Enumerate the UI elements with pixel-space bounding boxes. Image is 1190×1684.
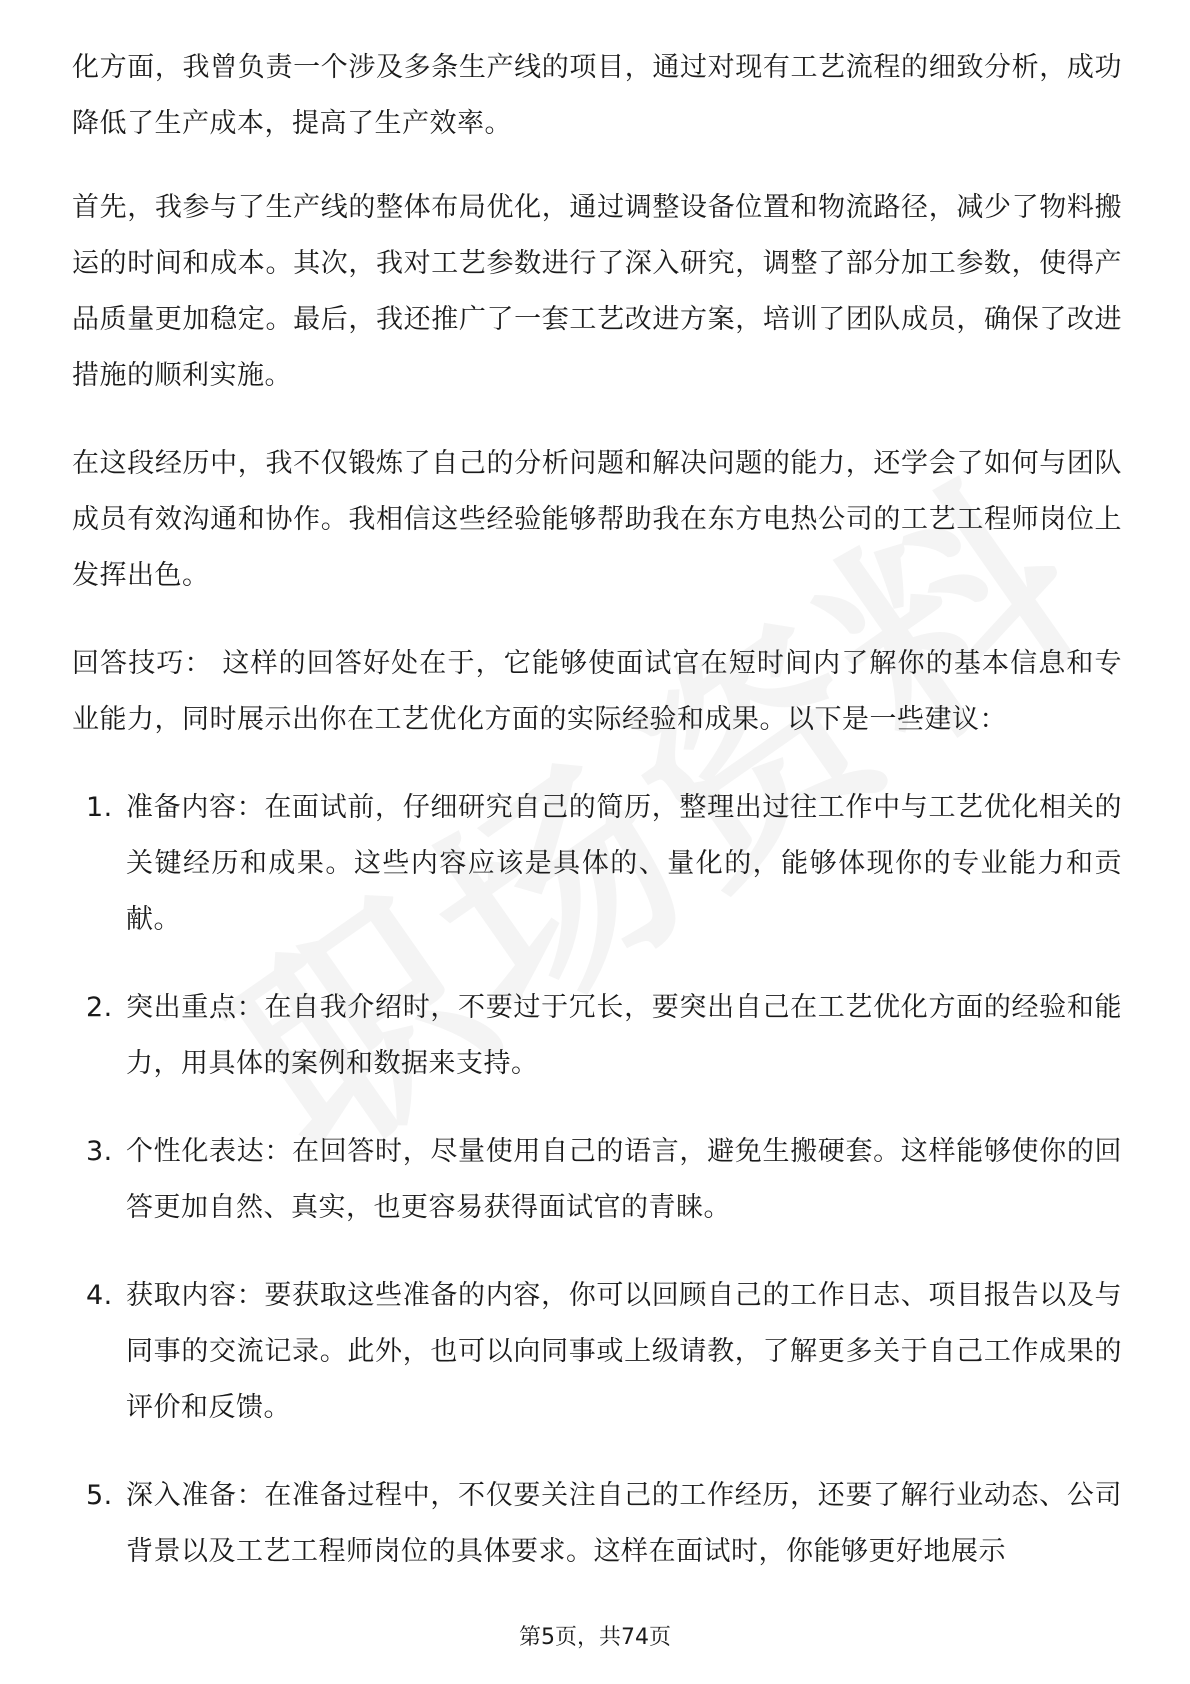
list-item-text: 准备内容：在面试前，仔细研究自己的简历，整理出过往工作中与工艺优化相关的关键经历和成果。这些内容应该是具体的、量化的，能够体现你的专业能力和贡献。 (126, 792, 1122, 935)
list-item (72, 980, 1122, 1092)
list-item (72, 780, 1122, 948)
paragraph-answer-tips-intro: 回答技巧： 这样的回答好处在于，它能够使面试官在短时间内了解你的基本信息和专业能力，同时展示出你在工艺优化方面的实际经验和成果。以下是一些建议： (72, 648, 1122, 735)
list-item (72, 1124, 1122, 1236)
paragraph-project-details: 首先，我参与了生产线的整体布局优化，通过调整设备位置和物流路径，减少了物料搬运的时间和成本。其次，我对工艺参数进行了深入研究，调整了部分加工参数，使得产品质量更加稳定。最后，我还推广了一套工艺改进方案，培训了团队成员，确保了改进措施的顺利实施。 (72, 192, 1122, 391)
list-item-text: 深入准备：在准备过程中，不仅要关注自己的工作经历，还要了解行业动态、公司背景以及工艺工程师岗位的具体要求。这样在面试时，你能够更好地展示 (126, 1480, 1122, 1567)
list-item-number: 5. (86, 1480, 113, 1511)
paragraph-project-summary: 化方面，我曾负责一个涉及多条生产线的项目，通过对现有工艺流程的细致分析，成功降低了生产成本，提高了生产效率。 (72, 52, 1122, 139)
list-item (72, 1468, 1122, 1580)
list-item-text: 个性化表达：在回答时，尽量使用自己的语言，避免生搬硬套。这样能够使你的回答更加自然、真实，也更容易获得面试官的青睐。 (126, 1136, 1122, 1223)
page-number-footer: 第5页，共74页 (519, 1625, 671, 1650)
list-item-number: 4. (86, 1280, 113, 1311)
paragraph-experience-reflection: 在这段经历中，我不仅锻炼了自己的分析问题和解决问题的能力，还学会了如何与团队成员有效沟通和协作。我相信这些经验能够帮助我在东方电热公司的工艺工程师岗位上发挥出色。 (72, 448, 1122, 591)
tips-list (72, 780, 1122, 1580)
list-item (72, 1268, 1122, 1436)
list-item-number: 2. (86, 992, 113, 1023)
list-item-number: 3. (86, 1136, 113, 1167)
list-item-text: 获取内容：要获取这些准备的内容，你可以回顾自己的工作日志、项目报告以及与同事的交流记录。此外，也可以向同事或上级请教，了解更多关于自己工作成果的评价和反馈。 (126, 1280, 1122, 1423)
page-content (72, 40, 1122, 1612)
list-item-number: 1. (86, 792, 113, 823)
list-item-text: 突出重点：在自我介绍时，不要过于冗长，要突出自己在工艺优化方面的经验和能力，用具体的案例和数据来支持。 (126, 992, 1122, 1079)
